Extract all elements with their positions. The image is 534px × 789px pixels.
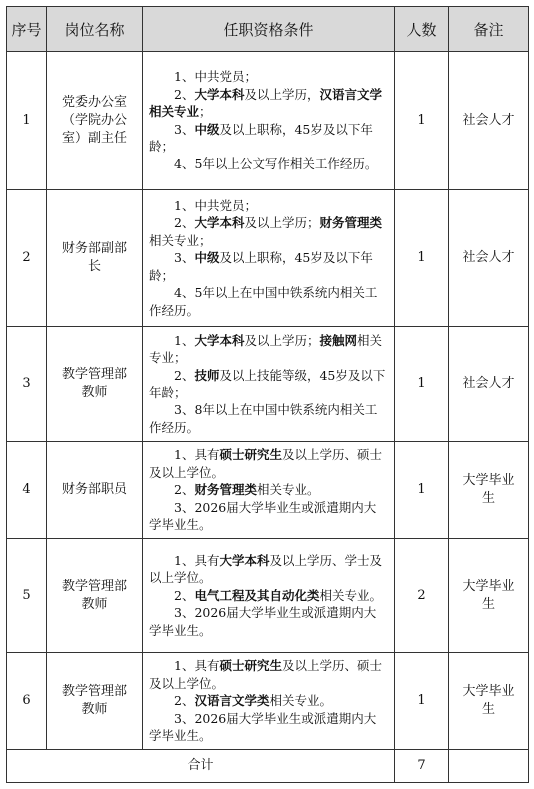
cell-requirements — [143, 327, 395, 442]
cell-requirements — [143, 442, 395, 539]
cell-position: 教学管理部教师 — [47, 327, 143, 442]
requirement-emphasis: 大学本科 — [194, 86, 245, 102]
requirement-line — [149, 155, 388, 172]
cell-seq: 1 — [7, 52, 47, 190]
table-row — [7, 327, 529, 442]
requirement-text: 及以上学历， — [244, 86, 320, 102]
requirement-text: 1、 — [174, 332, 195, 348]
requirement-text: 1、具有 — [174, 658, 220, 674]
requirement-line — [149, 214, 388, 249]
requirement-line — [149, 552, 388, 587]
requirement-line — [149, 284, 388, 319]
header-count: 人数 — [395, 7, 449, 52]
header-requirements: 任职资格条件 — [143, 7, 395, 52]
requirement-line — [149, 332, 388, 367]
cell-count: 2 — [395, 539, 449, 653]
table-row — [7, 442, 529, 539]
header-position: 岗位名称 — [47, 7, 143, 52]
requirement-text: 4、5年以上公文写作相关工作经历。 — [174, 156, 378, 172]
requirement-line — [149, 249, 388, 284]
requirement-text: 1、具有 — [174, 552, 220, 568]
requirement-emphasis: 大学本科 — [194, 332, 245, 348]
cell-count: 1 — [395, 653, 449, 750]
requirement-emphasis: 接触网 — [319, 332, 357, 348]
requirement-text: 及以上学历； — [244, 215, 320, 231]
requirement-text: 及以上职称，45岁及以下年龄； — [149, 121, 373, 154]
requirement-emphasis: 大学本科 — [219, 552, 270, 568]
requirement-line — [149, 401, 388, 436]
requirement-text: 及以上学历、硕士及以上学位。 — [149, 447, 382, 480]
requirement-text: 2、 — [174, 587, 195, 603]
cell-remark: 社会人才 — [449, 327, 529, 442]
cell-remark: 社会人才 — [449, 52, 529, 190]
requirement-line — [149, 692, 388, 709]
requirement-emphasis: 财务管理类 — [194, 482, 257, 498]
cell-seq: 4 — [7, 442, 47, 539]
requirement-emphasis: 技师 — [194, 367, 220, 383]
cell-count: 1 — [395, 190, 449, 327]
requirement-text: 3、 — [174, 250, 195, 266]
header-seq: 序号 — [7, 7, 47, 52]
table-row — [7, 539, 529, 653]
requirement-line — [149, 481, 388, 498]
cell-remark: 社会人才 — [449, 190, 529, 327]
cell-position: 财务部职员 — [47, 442, 143, 539]
requirement-text: 4、5年以上在中国中铁系统内相关工作经历。 — [149, 285, 378, 318]
requirement-text: 相关专业； — [149, 332, 383, 366]
requirement-text: 2、 — [174, 86, 195, 102]
total-remark-empty — [449, 750, 529, 783]
requirement-text: 及以上学历； — [244, 332, 320, 348]
requirement-text: 及以上职称，45岁及以下年龄； — [149, 250, 373, 283]
requirement-line — [149, 121, 388, 156]
requirement-line — [149, 197, 388, 214]
requirement-line — [149, 604, 388, 639]
total-row — [7, 750, 529, 783]
requirement-emphasis: 大学本科 — [194, 215, 245, 231]
requirement-text: 2、 — [174, 215, 195, 231]
requirement-emphasis: 硕士研究生 — [219, 658, 282, 674]
requirement-text: 相关专业； — [149, 232, 212, 248]
requirement-emphasis: 电气工程及其自动化类 — [194, 587, 320, 603]
cell-seq: 2 — [7, 190, 47, 327]
requirement-line — [149, 367, 388, 402]
cell-seq: 6 — [7, 653, 47, 750]
cell-count: 1 — [395, 442, 449, 539]
requirement-text: 相关专业。 — [256, 482, 320, 498]
requirement-text: 3、2026届大学毕业生或派遣期内大学毕业生。 — [149, 605, 377, 638]
cell-position: 党委办公室（学院办公室）副主任 — [47, 52, 143, 190]
cell-count: 1 — [395, 52, 449, 190]
requirement-emphasis: 财务管理类 — [319, 215, 382, 231]
requirement-text: 相关专业。 — [319, 587, 382, 603]
cell-requirements — [143, 52, 395, 190]
requirement-text: 2、 — [174, 693, 195, 709]
requirement-text: 及以上学历、硕士及以上学位。 — [149, 658, 382, 691]
requirement-text: 3、 — [174, 121, 195, 137]
requirement-text: 1、中共党员； — [174, 69, 257, 85]
cell-count: 1 — [395, 327, 449, 442]
requirement-text: 3、8年以上在中国中铁系统内相关工作经历。 — [149, 402, 378, 435]
cell-seq: 5 — [7, 539, 47, 653]
cell-requirements — [143, 653, 395, 750]
cell-position: 财务部副部长 — [47, 190, 143, 327]
requirement-line — [149, 86, 388, 121]
cell-requirements — [143, 539, 395, 653]
table-row — [7, 52, 529, 190]
table-row — [7, 653, 529, 750]
cell-remark: 大学毕业生 — [449, 539, 529, 653]
total-label: 合计 — [7, 750, 395, 783]
requirement-emphasis: 中级 — [194, 250, 220, 266]
requirement-line — [149, 68, 388, 85]
cell-position: 教学管理部教师 — [47, 653, 143, 750]
requirement-text: 3、2026届大学毕业生或派遣期内大学毕业生。 — [149, 499, 377, 533]
cell-requirements — [143, 190, 395, 327]
requirement-line — [149, 710, 388, 745]
requirement-text: 1、中共党员； — [174, 198, 257, 214]
requirement-text: 相关专业。 — [269, 693, 332, 709]
table-row — [7, 190, 529, 327]
requirement-text: ； — [199, 104, 212, 120]
requirement-text: 2、 — [174, 367, 195, 383]
total-count: 7 — [395, 750, 449, 783]
requirement-emphasis: 汉语言文学类 — [194, 693, 270, 709]
header-row — [7, 7, 529, 52]
requirement-line — [149, 587, 388, 604]
requirement-text: 3、2026届大学毕业生或派遣期内大学毕业生。 — [149, 710, 377, 744]
requirement-line — [149, 499, 388, 534]
requirement-text: 1、具有 — [174, 447, 220, 463]
requirement-line — [149, 446, 388, 481]
requirement-emphasis: 中级 — [194, 121, 220, 137]
header-remark: 备注 — [449, 7, 529, 52]
cell-remark: 大学毕业生 — [449, 442, 529, 539]
requirement-emphasis: 汉语言文学相关专业 — [149, 86, 382, 120]
recruitment-table — [6, 6, 529, 783]
requirement-line — [149, 657, 388, 692]
requirement-text: 及以上学历、学士及以上学位。 — [149, 552, 382, 586]
cell-position: 教学管理部教师 — [47, 539, 143, 653]
cell-remark: 大学毕业生 — [449, 653, 529, 750]
requirement-text: 2、 — [174, 482, 195, 498]
cell-seq: 3 — [7, 327, 47, 442]
requirement-emphasis: 硕士研究生 — [219, 447, 282, 463]
requirement-text: 及以上技能等级，45岁及以下年龄； — [149, 367, 386, 400]
